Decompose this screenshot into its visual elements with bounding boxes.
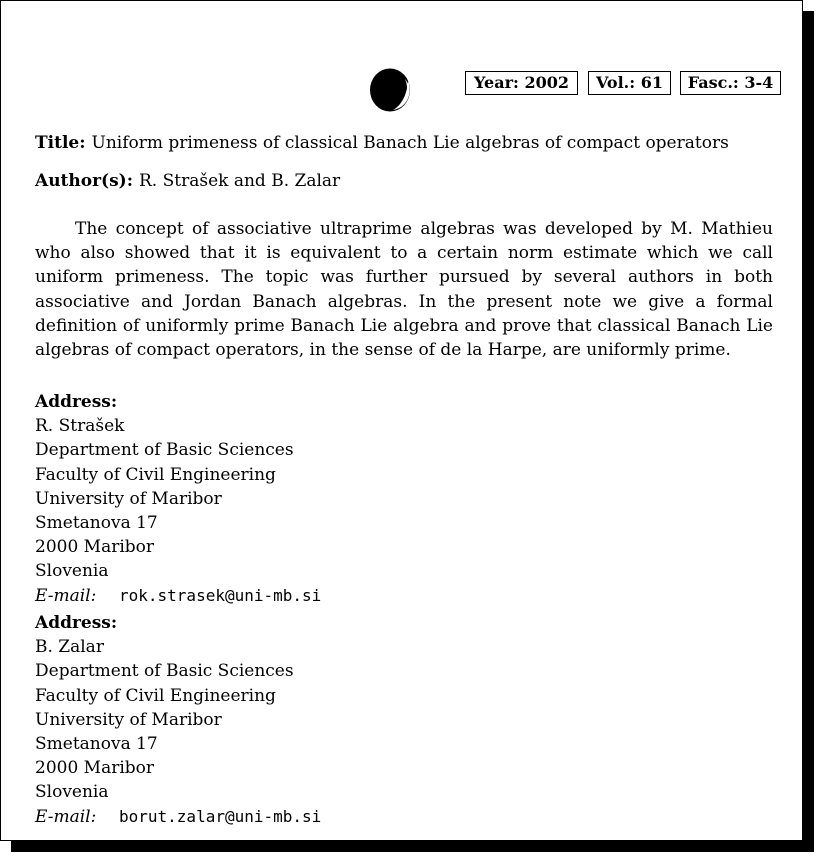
address-university: University of Maribor	[35, 488, 222, 509]
address-department: Department of Basic Sciences	[35, 440, 294, 461]
email-label: E-mail:	[35, 806, 97, 827]
email-label: E-mail:	[35, 585, 97, 606]
address-email-line	[35, 805, 321, 829]
email-value: rok.strasek@uni-mb.si	[119, 585, 322, 605]
address-heading: Address:	[35, 613, 118, 633]
address-heading: Address:	[35, 392, 118, 412]
address-faculty: Faculty of Civil Engineering	[35, 685, 276, 706]
address-street: Smetanova 17	[35, 734, 158, 755]
journal-logo-icon	[369, 67, 413, 113]
address-name: R. Strašek	[35, 416, 125, 437]
paper-authors: R. Strašek and B. Zalar	[139, 171, 341, 191]
address-city: 2000 Maribor	[35, 758, 155, 779]
title-line	[35, 133, 729, 153]
address-country: Slovenia	[35, 561, 109, 582]
year-box: Year: 2002	[465, 71, 578, 95]
address-block	[35, 390, 321, 608]
address-email-line	[35, 584, 321, 608]
authors-line	[35, 171, 340, 191]
address-country: Slovenia	[35, 782, 109, 803]
fascicle-box: Fasc.: 3-4	[680, 71, 781, 95]
address-university: University of Maribor	[35, 709, 222, 730]
abstract: The concept of associative ultraprime algebras was developed by M. Mathieu who also showed that it is equivalent to a certain norm estimate which we call uniform primeness. The topic was further pursued by several authors in both associative and Jordan Banach algebras. In the present note we give a formal definition of uniformly prime Banach Lie algebra and prove that classical Banach Lie algebras of compact operators, in the sense of de la Harpe, are uniformly prime.	[35, 219, 773, 361]
address-faculty: Faculty of Civil Engineering	[35, 464, 276, 485]
email-value: borut.zalar@uni-mb.si	[119, 806, 322, 826]
volume-box: Vol.: 61	[588, 71, 671, 95]
address-name: B. Zalar	[35, 637, 104, 658]
address-city: 2000 Maribor	[35, 537, 155, 558]
paper-title: Uniform primeness of classical Banach Lie algebras of compact operators	[91, 133, 729, 153]
address-street: Smetanova 17	[35, 513, 158, 534]
address-block	[35, 611, 321, 829]
authors-label: Author(s):	[35, 171, 133, 191]
title-label: Title:	[35, 133, 86, 153]
address-department: Department of Basic Sciences	[35, 661, 294, 682]
